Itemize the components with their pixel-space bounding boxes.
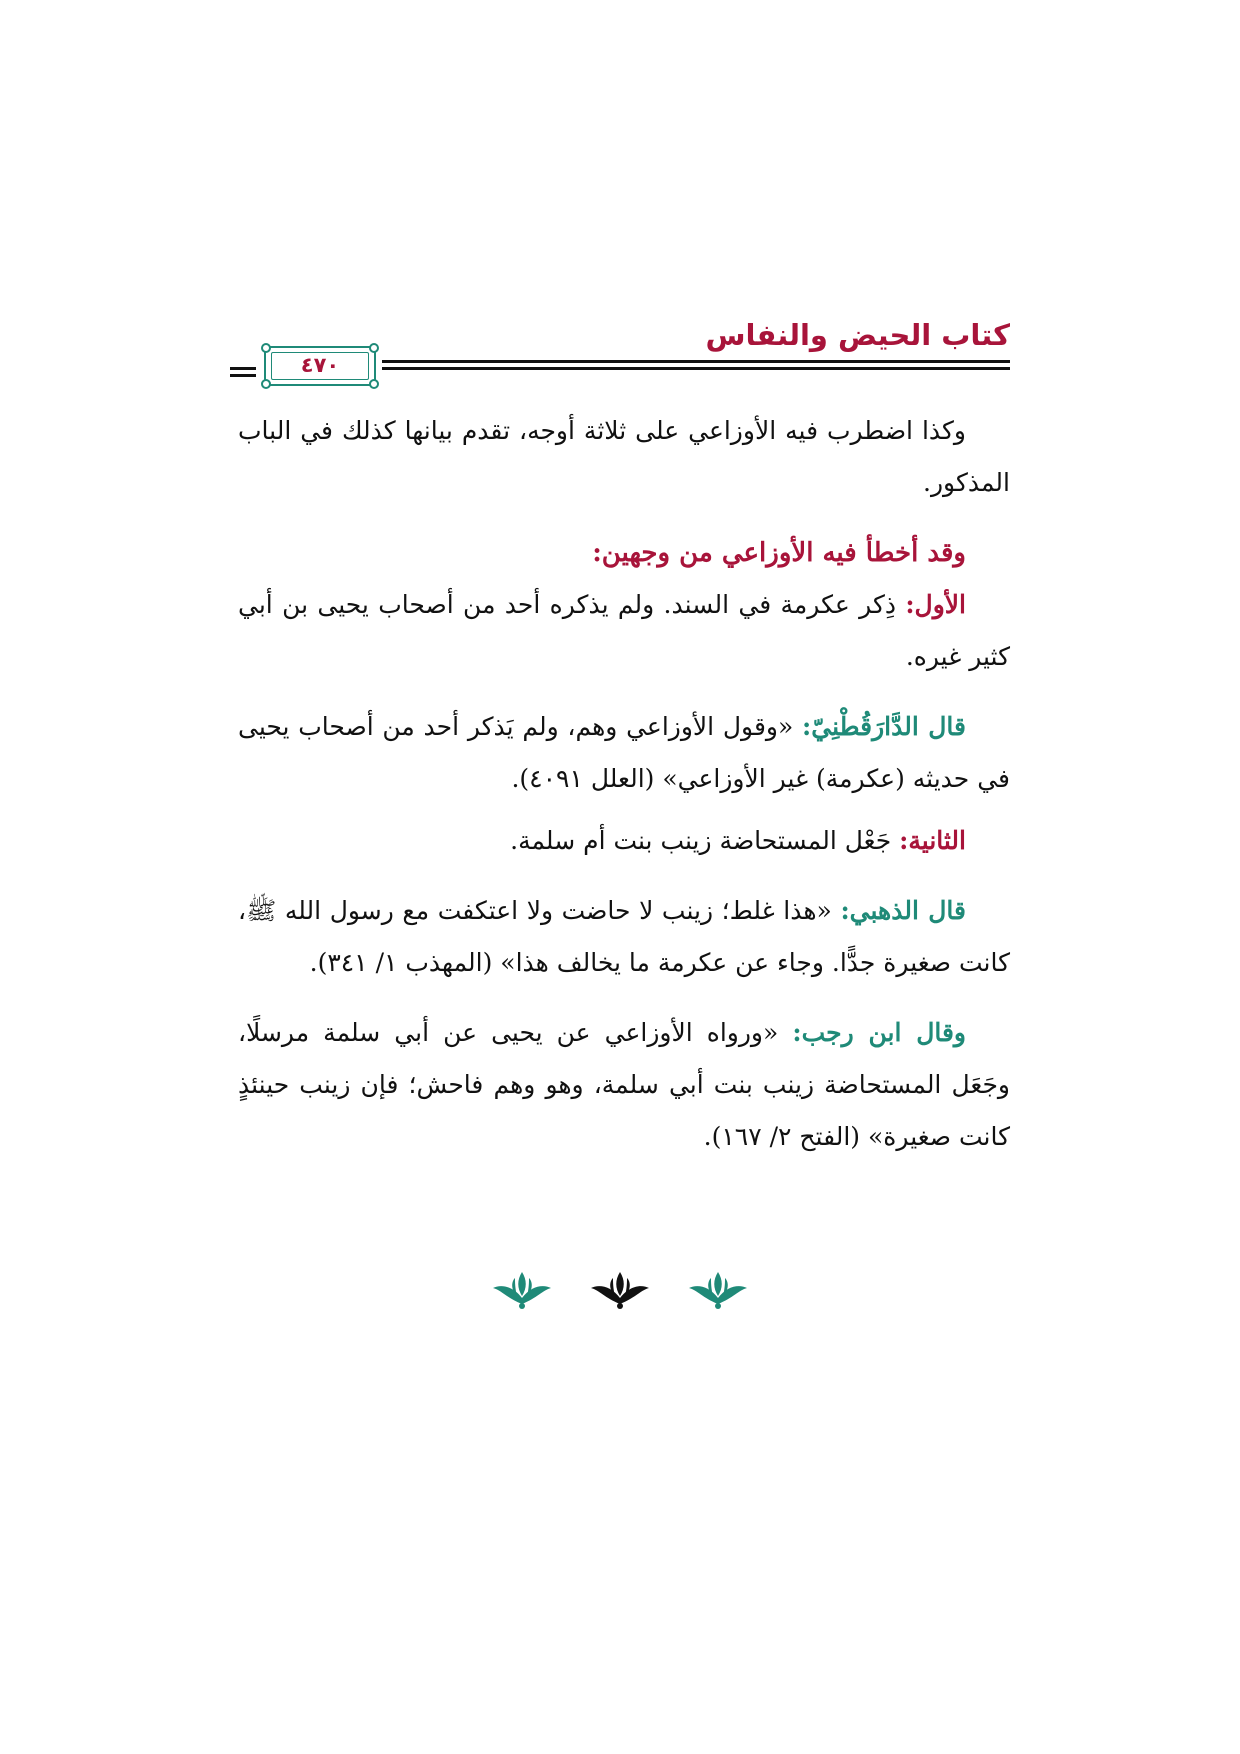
paragraph-4-text: جَعْل المستحاضة زينب بنت أم سلمة. (510, 826, 900, 855)
section-subheading (238, 527, 1010, 579)
frame-corner-icon (369, 343, 379, 353)
paragraph-5-lead: قال الذهبي: (840, 896, 967, 925)
floral-divider-icon (687, 1268, 749, 1310)
paragraph-5-text: «هذا غلط؛ زينب لا حاضت ولا اعتكفت مع رسول الله ﷺ، كانت صغيرة جدًّا. وجاء عن عكرمة ما يخالف هذا» (المهذب ١/ ٣٤١). (238, 896, 1010, 977)
paragraph-2-lead: الأول: (905, 590, 966, 619)
paragraph-6-lead: وقال ابن رجب: (792, 1018, 967, 1047)
paragraph-4-lead: الثانية: (899, 826, 966, 855)
frame-corner-icon (261, 379, 271, 389)
subheading-text: وقد أخطأ فيه الأوزاعي من وجهين: (592, 538, 966, 568)
floral-divider-icon (491, 1268, 553, 1310)
paragraph-3-text: «وقول الأوزاعي وهم، ولم يَذكر أحد من أصحاب يحيى في حديثه (عكرمة) غير الأوزاعي» (العلل ٤٠٩١). (238, 712, 1010, 793)
floral-divider-icon (589, 1268, 651, 1310)
header-rule-stub (230, 367, 256, 370)
frame-corner-icon (369, 379, 379, 389)
header-rule-line (382, 367, 1010, 370)
paragraph-1 (238, 405, 1010, 509)
paragraph-3-lead: قال الدَّارَقُطْنِيّ: (802, 712, 966, 741)
page-number: ٤٧٠ (300, 353, 340, 377)
paragraph-2-text: ذِكر عكرمة في السند. ولم يذكره أحد من أصحاب يحيى بن أبي كثير غيره. (238, 590, 1010, 671)
paragraph-5 (238, 885, 1010, 989)
running-title: كتاب الحيض والنفاس (705, 318, 1010, 352)
frame-corner-icon (261, 343, 271, 353)
paragraph-1-text: وكذا اضطرب فيه الأوزاعي على ثلاثة أوجه، تقدم بيانها كذلك في الباب المذكور. (238, 416, 1010, 497)
floral-divider (0, 1268, 1240, 1318)
paragraph-6 (238, 1007, 1010, 1163)
header-double-rule (382, 360, 1010, 374)
page-content (238, 405, 1010, 1163)
header-rule-stub (230, 374, 256, 377)
paragraph-4 (238, 815, 1010, 867)
paragraph-3 (238, 701, 1010, 805)
paragraph-6-text: «ورواه الأوزاعي عن يحيى عن أبي سلمة مرسلًا، وجَعَل المستحاضة زينب بنت أبي سلمة، وهو وهم فاحش؛ فإن زينب حينئذٍ كانت صغيرة» (الفتح ٢/ ١٦٧). (238, 1018, 1010, 1151)
paragraph-2 (238, 579, 1010, 683)
header-rule-line (382, 360, 1010, 363)
page-number-frame (264, 346, 376, 386)
page-header (230, 318, 1010, 388)
